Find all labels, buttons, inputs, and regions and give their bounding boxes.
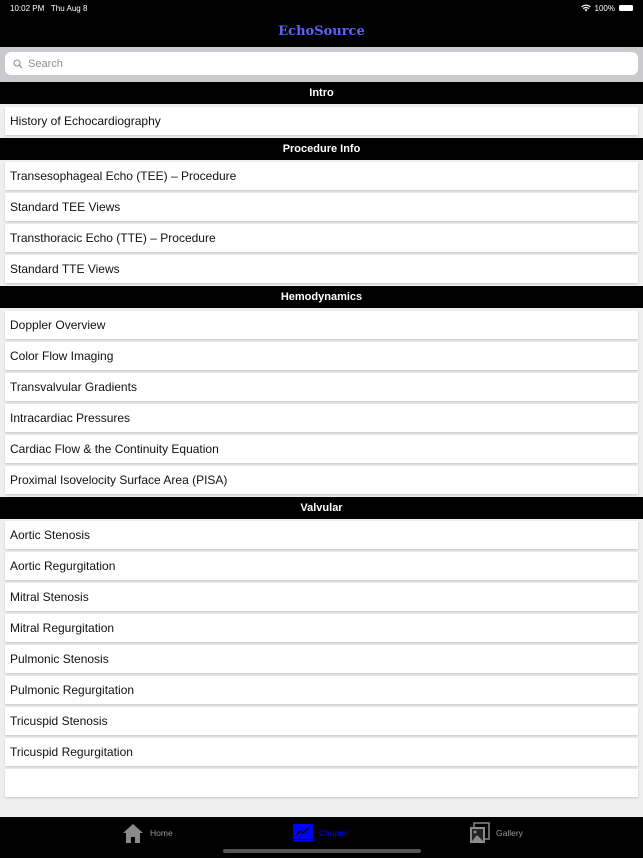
list-item[interactable] [5, 255, 638, 283]
list-item-label: Aortic Regurgitation [10, 559, 116, 573]
home-icon [122, 822, 144, 844]
list-item[interactable] [5, 552, 638, 580]
list-item[interactable] [5, 521, 638, 549]
list-item[interactable] [5, 769, 638, 797]
search-icon [13, 59, 23, 69]
status-bar [0, 0, 643, 16]
list-item-label: Standard TEE Views [10, 200, 121, 214]
search-input[interactable] [5, 52, 638, 75]
section-header: Intro [0, 82, 643, 104]
list-item[interactable] [5, 193, 638, 221]
section-header: Hemodynamics [0, 286, 643, 308]
list-item-label: Proximal Isovelocity Surface Area (PISA) [10, 472, 228, 487]
list-item-label: Pulmonic Regurgitation [10, 683, 135, 697]
list-item-label: History of Echocardiography [10, 113, 161, 128]
battery-icon [619, 5, 633, 11]
list-item[interactable] [5, 162, 638, 190]
list-item[interactable] [5, 676, 638, 704]
list-item[interactable] [5, 583, 638, 611]
list-item[interactable] [5, 224, 638, 252]
list-item-label: Color Flow Imaging [10, 348, 114, 363]
list-item[interactable] [5, 614, 638, 642]
list-item-label: Mitral Regurgitation [10, 621, 115, 635]
list-item-label: Transthoracic Echo (TTE) – Procedure [10, 231, 216, 245]
tab-label: Gallery [496, 828, 523, 838]
list-item-label: Aortic Stenosis [10, 528, 91, 542]
list-item-label: Cardiac Flow & the Continuity Equation [10, 441, 219, 456]
list-item[interactable] [5, 466, 638, 494]
tab-chapter[interactable] [293, 817, 349, 849]
nav-bar [0, 16, 643, 47]
search-bar [0, 47, 643, 82]
list-item[interactable] [5, 373, 638, 401]
list-item-label: Intracardiac Pressures [10, 410, 131, 425]
list-item[interactable] [5, 738, 638, 766]
list-item[interactable] [5, 107, 638, 135]
list-item-label: Transvalvular Gradients [10, 379, 137, 394]
list-item[interactable] [5, 342, 638, 370]
gallery-icon [469, 822, 490, 844]
list-item[interactable] [5, 435, 638, 463]
battery-percent: 100% [594, 3, 615, 13]
tab-label: Home [150, 828, 173, 838]
list-item[interactable] [5, 707, 638, 735]
list-item-label: Standard TTE Views [10, 262, 120, 276]
section-header: Valvular [0, 497, 643, 519]
home-indicator [223, 849, 421, 853]
list-item-label: Transesophageal Echo (TEE) – Procedure [10, 169, 237, 183]
list-item[interactable] [5, 645, 638, 673]
list-item[interactable] [5, 404, 638, 432]
tab-label: Chapter [319, 828, 350, 838]
tab-gallery[interactable] [469, 817, 523, 849]
list-item-label: Tricuspid Regurgitation [10, 745, 133, 759]
list-item-label: Mitral Stenosis [10, 590, 89, 604]
chart-icon [293, 824, 313, 842]
list-item-label: Tricuspid Stenosis [10, 714, 108, 728]
status-time: 10:02 PM [10, 3, 45, 13]
search-placeholder: Search [28, 57, 63, 70]
list-item-label: Doppler Overview [10, 317, 106, 332]
list-item-label: Pulmonic Stenosis [10, 652, 109, 666]
section-header: Procedure Info [0, 138, 643, 160]
app-title: EchoSource [278, 24, 365, 39]
chapter-list [0, 82, 643, 817]
tab-home[interactable] [122, 817, 173, 849]
wifi-icon [581, 4, 591, 12]
status-date: Thu Aug 8 [50, 3, 88, 13]
list-item[interactable] [5, 311, 638, 339]
